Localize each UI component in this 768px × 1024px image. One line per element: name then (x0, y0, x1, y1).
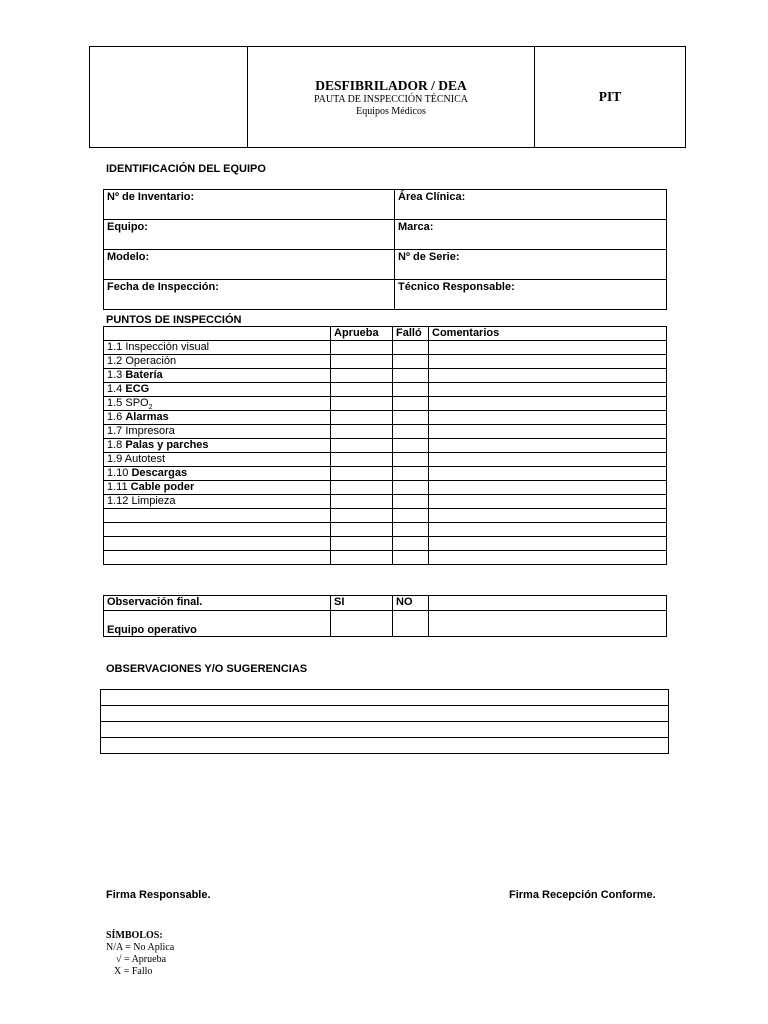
item-name: SPO (125, 397, 149, 409)
document-header (89, 46, 686, 148)
empty-row (104, 551, 667, 565)
item-number: 1.12 (107, 495, 129, 507)
inspection-title: PUNTOS DE INSPECCIÓN (106, 314, 242, 326)
item-name: Cable poder (130, 481, 195, 493)
observations-title: OBSERVACIONES Y/O SUGERENCIAS (106, 663, 308, 675)
identification-title: IDENTIFICACIÓN DEL EQUIPO (106, 163, 266, 175)
field-model: Modelo: (104, 250, 395, 280)
item-label (104, 397, 331, 411)
empty-row (104, 509, 667, 523)
item-number: 1.3 (107, 369, 123, 381)
item-label (104, 341, 331, 355)
final-label: Observación final. (104, 596, 331, 611)
item-number: 1.11 (107, 481, 128, 493)
item-name: Batería (125, 369, 163, 381)
field-clinical-area: Área Clínica: (395, 190, 667, 220)
header-approve: Aprueba (331, 327, 393, 341)
document-subtitle-2: Equipos Médicos (356, 105, 426, 117)
item-name: Impresora (125, 425, 175, 437)
symbols-title: SÍMBOLOS: (106, 930, 163, 941)
item-label (104, 481, 331, 495)
item-label (104, 439, 331, 453)
item-number: 1.10 (107, 467, 129, 479)
operative-label: Equipo operativo (104, 611, 331, 637)
item-subscript: 2 (148, 404, 153, 412)
title-cell (248, 47, 535, 148)
symbol-approve: √ = Aprueba (116, 954, 167, 965)
table-header-row (104, 327, 667, 341)
table-row (104, 439, 667, 453)
table-row (104, 425, 667, 439)
item-number: 1.1 (107, 341, 123, 353)
item-number: 1.2 (107, 355, 123, 367)
document-subtitle: PAUTA DE INSPECCIÓN TÉCNICA (314, 93, 468, 105)
item-name: Descargas (131, 467, 188, 479)
table-row (104, 383, 667, 397)
observation-line (101, 706, 669, 722)
item-label (104, 383, 331, 397)
table-row (104, 341, 667, 355)
item-name: Limpieza (131, 495, 176, 507)
empty-row (104, 537, 667, 551)
observation-line (101, 722, 669, 738)
item-number: 1.8 (107, 439, 123, 451)
item-name: Palas y parches (125, 439, 209, 451)
item-label (104, 411, 331, 425)
field-inspection-date: Fecha de Inspección: (104, 280, 395, 310)
item-number: 1.5 (107, 397, 123, 409)
signature-reception: Firma Recepción Conforme. (509, 889, 656, 901)
final-observation-table (103, 595, 667, 637)
field-technician: Técnico Responsable: (395, 280, 667, 310)
table-row (104, 453, 667, 467)
item-label (104, 425, 331, 439)
table-row (104, 495, 667, 509)
item-label (104, 467, 331, 481)
item-label (104, 355, 331, 369)
code-cell (535, 47, 686, 148)
table-row (104, 397, 667, 411)
item-name: Autotest (124, 453, 166, 465)
item-name: Operación (125, 355, 177, 367)
item-number: 1.4 (107, 383, 123, 395)
table-row (104, 467, 667, 481)
table-row (104, 481, 667, 495)
logo-cell (90, 47, 248, 148)
item-label (104, 453, 331, 467)
final-yes: SI (331, 596, 393, 611)
operative-comment-cell (429, 611, 667, 637)
observation-line (101, 690, 669, 706)
field-equipment: Equipo: (104, 220, 395, 250)
signature-responsible: Firma Responsable. (106, 889, 211, 901)
header-fail: Falló (393, 327, 429, 341)
item-name: ECG (125, 383, 150, 395)
identification-table (103, 189, 667, 310)
observation-line (101, 738, 669, 754)
table-row (104, 411, 667, 425)
item-number: 1.6 (107, 411, 123, 423)
table-row (104, 355, 667, 369)
empty-row (104, 523, 667, 537)
item-name: Alarmas (125, 411, 169, 423)
item-number: 1.9 (107, 453, 123, 465)
final-comment (429, 596, 667, 611)
table-row (104, 369, 667, 383)
symbol-fail: X = Fallo (114, 966, 153, 977)
final-no: NO (393, 596, 429, 611)
item-name: Inspección visual (125, 341, 210, 353)
field-serial: Nº de Serie: (395, 250, 667, 280)
operative-no-cell (393, 611, 429, 637)
item-label (104, 495, 331, 509)
field-inventory: Nº de Inventario: (104, 190, 395, 220)
inspection-table (103, 326, 667, 565)
observations-table (100, 689, 669, 754)
header-comments: Comentarios (429, 327, 667, 341)
header-item (104, 327, 331, 341)
item-number: 1.7 (107, 425, 123, 437)
document-title: DESFIBRILADOR / DEA (315, 77, 467, 93)
operative-yes-cell (331, 611, 393, 637)
symbols-legend (106, 930, 174, 978)
symbol-na: N/A = No Aplica (106, 942, 175, 953)
document-code: PIT (598, 89, 622, 104)
item-label (104, 369, 331, 383)
field-brand: Marca: (395, 220, 667, 250)
